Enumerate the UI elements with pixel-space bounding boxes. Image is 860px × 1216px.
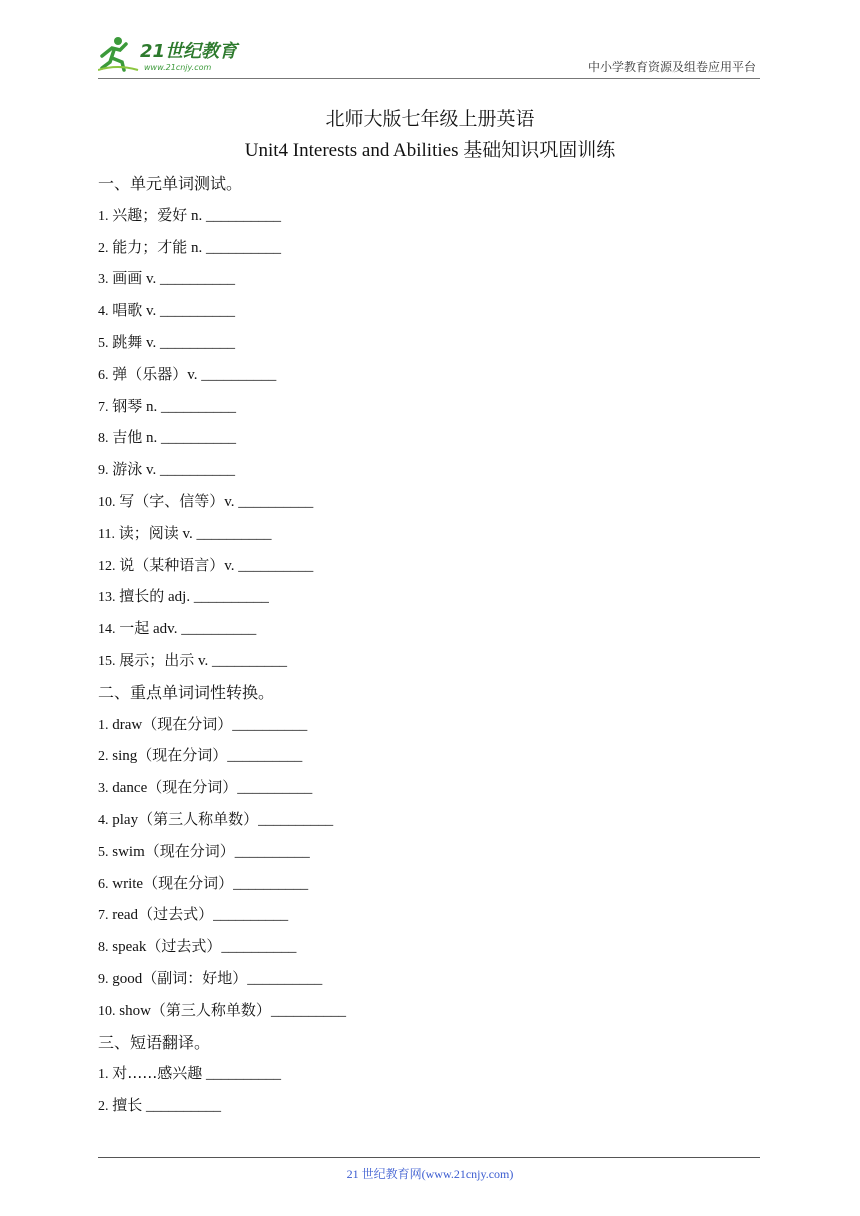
question-number: 1. (98, 1067, 109, 1083)
question-word: draw (112, 716, 143, 733)
answer-blank[interactable]: __________ (213, 907, 289, 924)
question-text: 兴趣；爱好 (112, 205, 188, 224)
question-item (98, 200, 758, 232)
question-item (98, 995, 758, 1027)
question-text: （现在分词） (143, 873, 234, 892)
question-text: 擅长 (112, 1096, 143, 1115)
answer-blank[interactable]: __________ (237, 780, 313, 797)
question-number: 6. (98, 367, 109, 383)
logo-text: 21世纪教育 (140, 41, 238, 62)
logo-url: www.21cnjy.com (144, 63, 212, 72)
answer-blank[interactable]: v. __________ (194, 652, 288, 669)
answer-blank[interactable]: v. __________ (142, 462, 236, 479)
answer-blank[interactable]: adv. __________ (149, 621, 257, 638)
answer-blank[interactable]: adj. __________ (164, 589, 269, 606)
question-number: 6. (98, 876, 109, 892)
answer-blank[interactable]: __________ (258, 811, 334, 828)
question-text: （现在分词） (147, 778, 238, 797)
question-text: （第三人称单数） (150, 1000, 271, 1019)
question-text: 跳舞 (112, 332, 143, 351)
question-number: 2. (98, 1099, 109, 1115)
answer-blank[interactable]: __________ (202, 1066, 282, 1083)
question-text: 画画 (112, 269, 143, 288)
answer-blank[interactable]: v. __________ (224, 557, 314, 574)
question-number: 9. (98, 971, 109, 987)
question-text: 一起 (119, 619, 150, 638)
answer-blank[interactable]: __________ (234, 843, 310, 860)
answer-blank[interactable]: v. __________ (142, 303, 236, 320)
footer-divider (98, 1157, 760, 1158)
question-item (98, 1090, 758, 1122)
answer-blank[interactable]: v. __________ (178, 525, 272, 542)
question-item (98, 931, 758, 963)
question-item (98, 359, 758, 391)
question-item (98, 518, 758, 550)
answer-blank[interactable]: __________ (142, 1098, 222, 1115)
question-number: 14. (98, 622, 116, 638)
question-text: 擅长的 (119, 587, 165, 606)
question-item (98, 581, 758, 613)
question-text: （过去式） (146, 937, 222, 956)
question-item (98, 899, 758, 931)
question-number: 7. (98, 399, 109, 415)
question-item (98, 327, 758, 359)
question-item (98, 550, 758, 582)
question-item (98, 1058, 758, 1090)
document-title: 北师大版七年级上册英语 (325, 108, 535, 130)
question-word: swim (112, 843, 145, 860)
question-text: （过去式） (138, 905, 214, 924)
question-word: write (112, 875, 144, 892)
question-item (98, 232, 758, 264)
question-number: 9. (98, 463, 109, 479)
question-number: 5. (98, 335, 109, 351)
question-item (98, 422, 758, 454)
footer-text: 21 世纪教育网(www.21cnjy.com) (346, 1167, 514, 1181)
question-text: 钢琴 (112, 396, 143, 415)
question-number: 5. (98, 844, 109, 860)
answer-blank[interactable]: n. __________ (142, 398, 237, 415)
section-heading: 三、短语翻译。 (98, 1032, 211, 1052)
answer-blank[interactable]: __________ (247, 970, 323, 987)
question-text: 吉他 (112, 428, 143, 447)
header-platform-text: 中小学教育资源及组卷应用平台 (587, 60, 756, 74)
question-item (98, 740, 758, 772)
question-item (98, 613, 758, 645)
question-item (98, 772, 758, 804)
question-item (98, 963, 758, 995)
answer-blank[interactable]: __________ (221, 939, 297, 956)
question-text: （现在分词） (142, 714, 233, 733)
answer-blank[interactable]: n. __________ (142, 430, 237, 447)
question-number: 11. (98, 526, 115, 542)
question-word: show (119, 1002, 151, 1019)
section-heading: 二、重点单词词性转换。 (98, 682, 275, 702)
question-number: 2. (98, 240, 109, 256)
answer-blank[interactable]: v. __________ (142, 271, 236, 288)
question-number: 8. (98, 431, 109, 447)
question-item (98, 709, 758, 741)
question-item (98, 804, 758, 836)
answer-blank[interactable]: n. __________ (187, 239, 282, 256)
section-heading: 一、单元单词测试。 (98, 174, 243, 193)
question-number: 2. (98, 749, 109, 765)
question-text: 对……感兴趣 (112, 1064, 203, 1083)
question-number: 4. (98, 304, 109, 320)
answer-blank[interactable]: __________ (270, 1002, 346, 1019)
question-number: 1. (98, 717, 109, 733)
question-number: 4. (98, 812, 109, 828)
question-word: play (112, 811, 139, 828)
question-number: 3. (98, 781, 109, 797)
question-text: 读；阅读 (118, 523, 179, 542)
answer-blank[interactable]: v. __________ (187, 366, 277, 383)
question-number: 7. (98, 908, 109, 924)
question-text: 能力；才能 (112, 237, 188, 256)
question-text: 游泳 (112, 460, 143, 479)
question-text: 说（某种语言） (119, 555, 225, 574)
question-text: 唱歌 (112, 301, 143, 320)
question-number: 3. (98, 272, 109, 288)
question-number: 13. (98, 590, 116, 606)
question-word: dance (112, 780, 148, 797)
question-item (98, 836, 758, 868)
question-item (98, 868, 758, 900)
answer-blank[interactable]: n. __________ (187, 207, 282, 224)
logo (98, 34, 268, 74)
question-text: （现在分词） (137, 746, 228, 765)
question-word: sing (112, 748, 138, 765)
question-number: 1. (98, 208, 109, 224)
answer-blank[interactable]: __________ (233, 875, 309, 892)
answer-blank[interactable]: v. __________ (224, 493, 314, 510)
question-text: （现在分词） (144, 841, 235, 860)
answer-blank[interactable]: __________ (232, 716, 308, 733)
question-number: 10. (98, 1003, 116, 1019)
question-item (98, 486, 758, 518)
answer-blank[interactable]: v. __________ (142, 334, 236, 351)
question-text: 写（字、信等） (119, 491, 225, 510)
question-text: 弹（乐器） (112, 364, 188, 383)
question-word: speak (112, 939, 147, 956)
question-text: （副词：好地） (142, 968, 248, 987)
question-word: good (112, 970, 143, 987)
question-number: 15. (98, 653, 116, 669)
question-item (98, 391, 758, 423)
page-header (98, 30, 760, 79)
answer-blank[interactable]: __________ (227, 748, 303, 765)
question-word: read (112, 907, 139, 924)
document-subtitle: Unit4 Interests and Abilities 基础知识巩固训练 (244, 140, 616, 161)
question-item (98, 645, 758, 677)
question-item (98, 295, 758, 327)
question-number: 12. (98, 558, 116, 574)
question-number: 8. (98, 940, 109, 956)
question-item (98, 454, 758, 486)
running-figure-icon (98, 37, 138, 70)
question-item (98, 263, 758, 295)
question-text: 展示；出示 (119, 650, 195, 669)
worksheet-content (98, 168, 758, 1122)
question-text: （第三人称单数） (138, 809, 259, 828)
question-number: 10. (98, 494, 116, 510)
